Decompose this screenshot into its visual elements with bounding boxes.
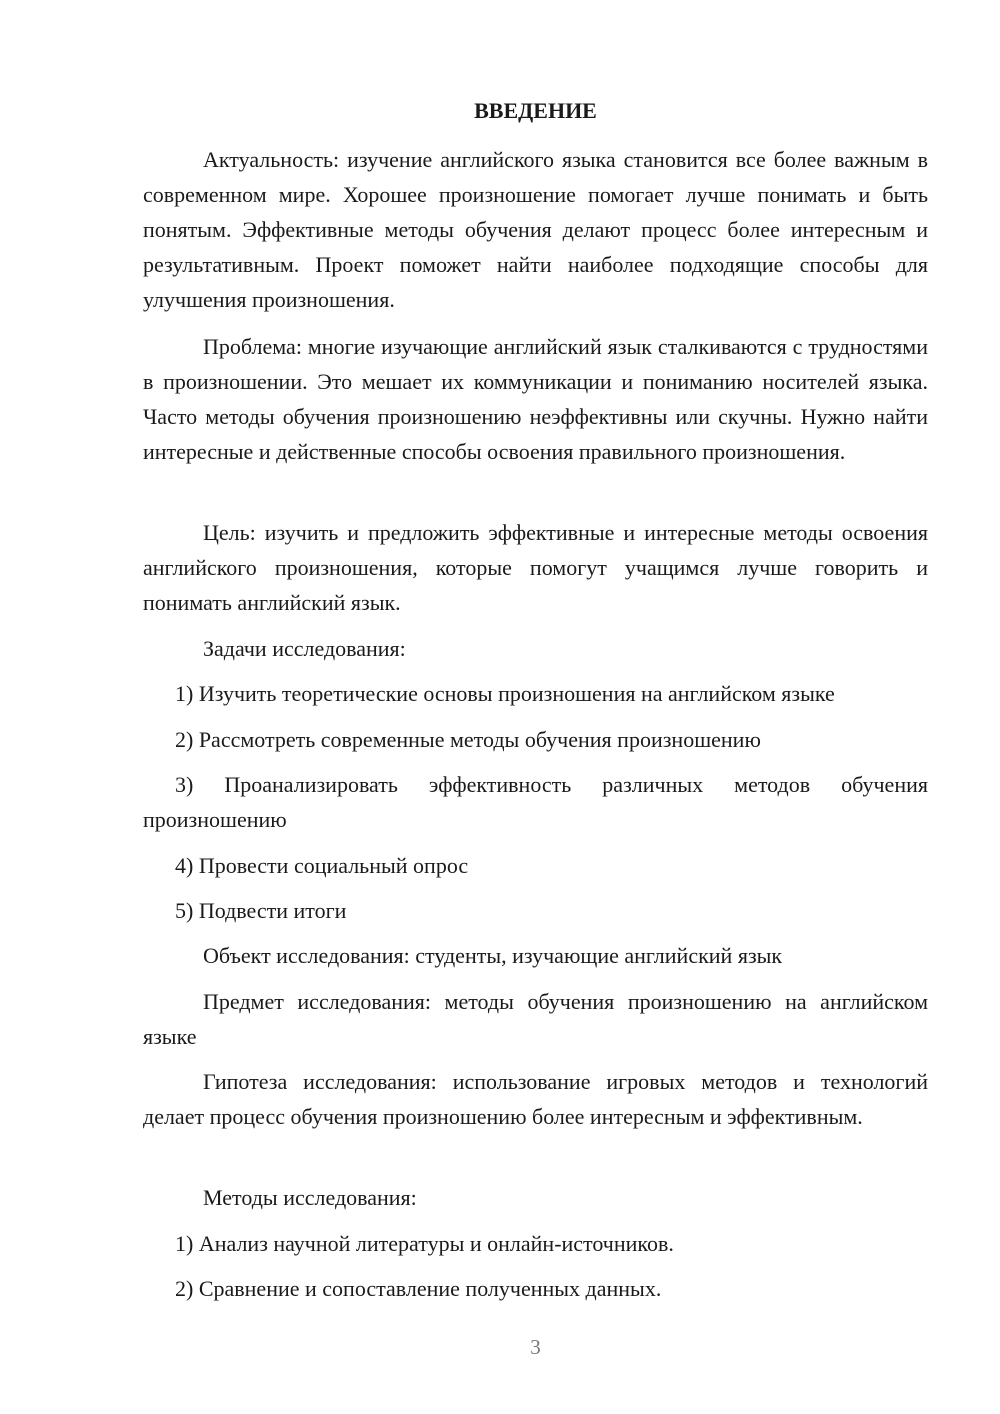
goal-paragraph: Цель: изучить и предложить эффективные и интересные методы освоения английского произношения, которые помогут учащимся лучше говорить и понимать английский язык. bbox=[143, 520, 928, 615]
task-item: 2) Рассмотреть современные методы обучения произношению bbox=[175, 727, 761, 752]
methods-heading: Методы исследования: bbox=[203, 1185, 417, 1210]
hypothesis-paragraph: Гипотеза исследования: использование игровых методов и технологий делает процесс обучения произношению более интересным и эффективным. bbox=[143, 1069, 928, 1129]
task-item: 1) Изучить теоретические основы произношения на английском языке bbox=[175, 681, 835, 706]
subject-paragraph: Предмет исследования: методы обучения произношению на английском языке bbox=[143, 989, 928, 1049]
relevance-paragraph: Актуальность: изучение английского языка становится все более важным в современном мире. Хорошее произношение помогает лучше понимать и быть понятым. Эффективные методы обучения делают процесс более интересным и результативным. Проект поможет найти наиболее подходящие способы для улучшения произношения. bbox=[143, 147, 928, 312]
task-item: 4) Провести социальный опрос bbox=[175, 853, 469, 878]
object-paragraph: Объект исследования: студенты, изучающие английский язык bbox=[203, 943, 783, 968]
document-page bbox=[143, 0, 928, 1414]
problem-paragraph: Проблема: многие изучающие английский язык сталкиваются с трудностями в произношении. Это мешает их коммуникации и пониманию носителей языка. Часто методы обучения произношению неэффективны или скучны. Нужно найти интересные и действенные способы освоения правильного произношения. bbox=[143, 334, 928, 464]
tasks-heading: Задачи исследования: bbox=[203, 636, 406, 661]
method-item: 1) Анализ научной литературы и онлайн-источников. bbox=[175, 1231, 674, 1256]
method-item: 2) Сравнение и сопоставление полученных данных. bbox=[175, 1276, 662, 1301]
page-number: 3 bbox=[530, 1335, 541, 1359]
task-item: 5) Подвести итоги bbox=[175, 898, 347, 923]
task-item: 3) Проанализировать эффективность различных методов обучения произношению bbox=[143, 772, 928, 832]
page-title: ВВЕДЕНИЕ bbox=[474, 98, 597, 123]
